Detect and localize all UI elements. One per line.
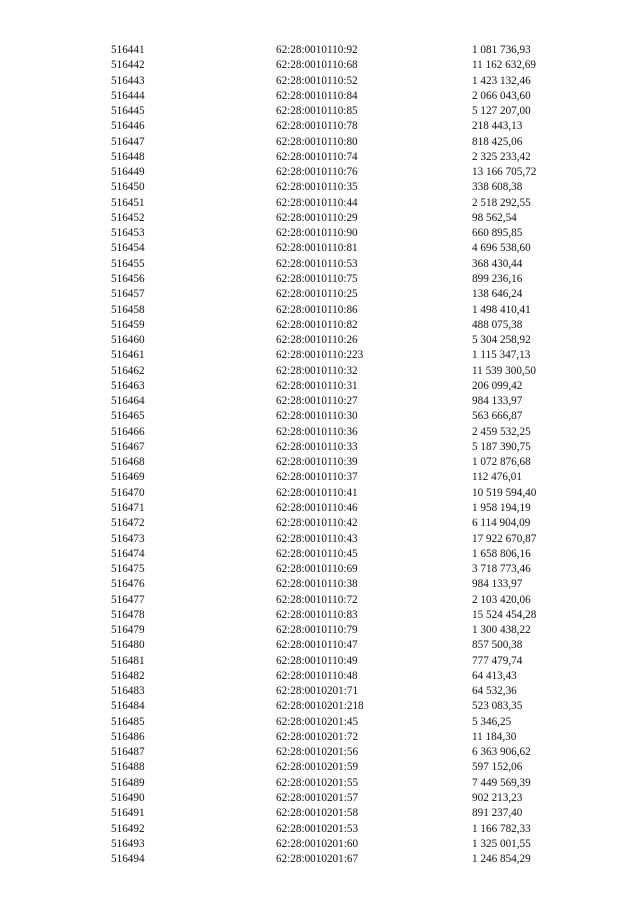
cadastral-number-cell: 62:28:0010110:68	[276, 59, 358, 72]
record-number-cell: 516482	[111, 669, 145, 682]
cadastral-number-cell: 62:28:0010110:44	[276, 196, 358, 209]
record-number-cell: 516454	[111, 242, 145, 255]
record-number-cell: 516465	[111, 410, 145, 423]
cadastral-value-cell: 5 346,25	[472, 715, 512, 728]
table-row	[0, 470, 640, 485]
table-row	[0, 593, 640, 608]
cadastral-number-cell: 62:28:0010110:80	[276, 135, 358, 148]
table-row	[0, 562, 640, 577]
cadastral-number-cell: 62:28:0010201:45	[276, 715, 359, 728]
record-number-cell: 516489	[111, 776, 145, 789]
cadastral-value-cell: 368 430,44	[472, 257, 523, 270]
cadastral-value-cell: 138 646,24	[472, 288, 523, 301]
record-number-cell: 516443	[111, 74, 145, 87]
record-number-cell: 516481	[111, 654, 145, 667]
record-number-cell: 516484	[111, 700, 145, 713]
table-row	[0, 58, 640, 73]
cadastral-value-cell: 984 133,97	[472, 395, 523, 408]
table-row	[0, 730, 640, 745]
cadastral-number-cell: 62:28:0010110:48	[276, 669, 358, 682]
table-row	[0, 669, 640, 684]
table-row	[0, 745, 640, 760]
record-number-cell: 516469	[111, 471, 145, 484]
record-number-cell: 516479	[111, 624, 145, 637]
cadastral-value-cell: 563 666,87	[472, 410, 523, 423]
table-row	[0, 699, 640, 714]
cadastral-number-cell: 62:28:0010110:36	[276, 425, 358, 438]
cadastral-number-cell: 62:28:0010110:27	[276, 395, 358, 408]
table-row	[0, 89, 640, 104]
record-number-cell: 516447	[111, 135, 145, 148]
record-number-cell: 516456	[111, 272, 145, 285]
record-number-cell: 516488	[111, 761, 145, 774]
table-row	[0, 74, 640, 89]
record-number-cell: 516473	[111, 532, 145, 545]
table-row	[0, 532, 640, 547]
cadastral-value-cell: 218 443,13	[472, 120, 523, 133]
table-row	[0, 135, 640, 150]
cadastral-number-cell: 62:28:0010110:30	[276, 410, 358, 423]
record-number-cell: 516467	[111, 440, 145, 453]
cadastral-value-cell: 15 524 454,28	[472, 608, 537, 621]
cadastral-value-cell: 5 187 390,75	[472, 440, 531, 453]
record-number-cell: 516477	[111, 593, 145, 606]
cadastral-value-cell: 2 459 532,25	[472, 425, 531, 438]
cadastral-number-cell: 62:28:0010201:71	[276, 685, 359, 698]
cadastral-number-cell: 62:28:0010110:92	[276, 44, 358, 56]
table-row	[0, 822, 640, 837]
table-row	[0, 150, 640, 165]
record-number-cell: 516487	[111, 746, 145, 759]
cadastral-value-cell: 1 166 782,33	[472, 822, 531, 835]
cadastral-value-cell: 98 562,54	[472, 211, 517, 224]
record-number-cell: 516462	[111, 364, 145, 377]
cadastral-number-cell: 62:28:0010110:37	[276, 471, 358, 484]
cadastral-value-cell: 206 099,42	[472, 379, 523, 392]
record-number-cell: 516455	[111, 257, 145, 270]
cadastral-value-cell: 2 325 233,42	[472, 150, 531, 163]
cadastral-number-cell: 62:28:0010201:57	[276, 792, 359, 805]
record-number-cell: 516475	[111, 563, 145, 576]
table-row	[0, 165, 640, 180]
record-number-cell: 516494	[111, 853, 145, 866]
cadastral-number-cell: 62:28:0010110:85	[276, 105, 358, 118]
cadastral-value-cell: 11 184,30	[472, 730, 517, 743]
record-number-cell: 516445	[111, 105, 145, 118]
cadastral-number-cell: 62:28:0010201:67	[276, 853, 359, 866]
table-row	[0, 837, 640, 852]
cadastral-number-cell: 62:28:0010110:69	[276, 563, 358, 576]
table-row	[0, 486, 640, 501]
cadastral-number-cell: 62:28:0010110:49	[276, 654, 358, 667]
cadastral-value-cell: 523 083,35	[472, 700, 523, 713]
document-table	[0, 43, 640, 867]
table-row	[0, 211, 640, 226]
table-row	[0, 333, 640, 348]
record-number-cell: 516471	[111, 501, 145, 514]
table-row	[0, 654, 640, 669]
cadastral-number-cell: 62:28:0010110:53	[276, 257, 358, 270]
record-number-cell: 516485	[111, 715, 145, 728]
table-row	[0, 547, 640, 562]
table-row	[0, 608, 640, 623]
cadastral-number-cell: 62:28:0010201:56	[276, 746, 359, 759]
record-number-cell: 516486	[111, 730, 145, 743]
cadastral-number-cell: 62:28:0010201:59	[276, 761, 359, 774]
cadastral-value-cell: 6 114 904,09	[472, 517, 531, 530]
table-row	[0, 180, 640, 195]
cadastral-number-cell: 62:28:0010110:46	[276, 501, 358, 514]
record-number-cell: 516459	[111, 318, 145, 331]
table-row	[0, 257, 640, 272]
record-number-cell: 516463	[111, 379, 145, 392]
table-row	[0, 776, 640, 791]
cadastral-number-cell: 62:28:0010110:32	[276, 364, 358, 377]
record-number-cell: 516480	[111, 639, 145, 652]
cadastral-value-cell: 1 246 854,29	[472, 853, 531, 866]
table-row	[0, 440, 640, 455]
table-row	[0, 791, 640, 806]
cadastral-number-cell: 62:28:0010110:31	[276, 379, 358, 392]
cadastral-number-cell: 62:28:0010110:29	[276, 211, 358, 224]
cadastral-number-cell: 62:28:0010110:26	[276, 334, 358, 347]
cadastral-number-cell: 62:28:0010110:75	[276, 272, 358, 285]
cadastral-value-cell: 5 304 258,92	[472, 334, 531, 347]
cadastral-value-cell: 10 519 594,40	[472, 486, 537, 499]
record-number-cell: 516468	[111, 456, 145, 469]
record-number-cell: 516490	[111, 792, 145, 805]
cadastral-number-cell: 62:28:0010110:86	[276, 303, 358, 316]
table-row	[0, 638, 640, 653]
cadastral-number-cell: 62:28:0010110:42	[276, 517, 358, 530]
record-number-cell: 516453	[111, 227, 145, 240]
cadastral-number-cell: 62:28:0010201:55	[276, 776, 359, 789]
cadastral-value-cell: 818 425,06	[472, 135, 523, 148]
record-number-cell: 516493	[111, 837, 145, 850]
cadastral-number-cell: 62:28:0010110:41	[276, 486, 358, 499]
cadastral-value-cell: 7 449 569,39	[472, 776, 531, 789]
cadastral-value-cell: 1 115 347,13	[472, 349, 531, 362]
cadastral-value-cell: 1 498 410,41	[472, 303, 531, 316]
cadastral-number-cell: 62:28:0010110:25	[276, 288, 358, 301]
record-number-cell: 516476	[111, 578, 145, 591]
table-row	[0, 379, 640, 394]
cadastral-value-cell: 11 539 300,50	[472, 364, 536, 377]
table-row	[0, 715, 640, 730]
table-row	[0, 852, 640, 867]
record-number-cell: 516457	[111, 288, 145, 301]
cadastral-number-cell: 62:28:0010201:218	[276, 700, 364, 713]
cadastral-value-cell: 1 081 736,93	[472, 44, 531, 56]
cadastral-value-cell: 899 236,16	[472, 272, 523, 285]
table-row	[0, 318, 640, 333]
cadastral-value-cell: 902 213,23	[472, 792, 523, 805]
table-row	[0, 684, 640, 699]
table-row	[0, 226, 640, 241]
table-row	[0, 272, 640, 287]
table-row	[0, 303, 640, 318]
cadastral-value-cell: 857 500,38	[472, 639, 523, 652]
cadastral-number-cell: 62:28:0010110:223	[276, 349, 364, 362]
cadastral-value-cell: 11 162 632,69	[472, 59, 536, 72]
table-row	[0, 577, 640, 592]
cadastral-number-cell: 62:28:0010110:81	[276, 242, 358, 255]
record-number-cell: 516491	[111, 807, 145, 820]
cadastral-value-cell: 6 363 906,62	[472, 746, 531, 759]
cadastral-number-cell: 62:28:0010110:84	[276, 89, 358, 102]
cadastral-number-cell: 62:28:0010201:60	[276, 837, 359, 850]
cadastral-value-cell: 3 718 773,46	[472, 563, 531, 576]
record-number-cell: 516464	[111, 395, 145, 408]
cadastral-value-cell: 660 895,85	[472, 227, 523, 240]
cadastral-value-cell: 4 696 538,60	[472, 242, 531, 255]
table-row	[0, 806, 640, 821]
record-number-cell: 516458	[111, 303, 145, 316]
table-row	[0, 623, 640, 638]
cadastral-value-cell: 1 423 132,46	[472, 74, 531, 87]
cadastral-value-cell: 2 518 292,55	[472, 196, 531, 209]
cadastral-value-cell: 777 479,74	[472, 654, 523, 667]
cadastral-number-cell: 62:28:0010201:53	[276, 822, 359, 835]
cadastral-number-cell: 62:28:0010110:52	[276, 74, 358, 87]
record-number-cell: 516492	[111, 822, 145, 835]
record-number-cell: 516466	[111, 425, 145, 438]
cadastral-value-cell: 597 152,06	[472, 761, 523, 774]
table-row	[0, 455, 640, 470]
cadastral-number-cell: 62:28:0010110:72	[276, 593, 358, 606]
table-row	[0, 119, 640, 134]
cadastral-value-cell: 1 658 806,16	[472, 547, 531, 560]
table-row	[0, 409, 640, 424]
table-row	[0, 196, 640, 211]
record-number-cell: 516478	[111, 608, 145, 621]
record-number-cell: 516483	[111, 685, 145, 698]
cadastral-value-cell: 112 476,01	[472, 471, 522, 484]
cadastral-number-cell: 62:28:0010110:38	[276, 578, 358, 591]
cadastral-value-cell: 5 127 207,00	[472, 105, 531, 118]
record-number-cell: 516470	[111, 486, 145, 499]
cadastral-value-cell: 13 166 705,72	[472, 166, 537, 179]
record-number-cell: 516452	[111, 211, 145, 224]
record-number-cell: 516442	[111, 59, 145, 72]
table-row	[0, 501, 640, 516]
record-number-cell: 516450	[111, 181, 145, 194]
cadastral-value-cell: 17 922 670,87	[472, 532, 537, 545]
cadastral-value-cell: 984 133,97	[472, 578, 523, 591]
cadastral-value-cell: 2 103 420,06	[472, 593, 531, 606]
cadastral-number-cell: 62:28:0010110:39	[276, 456, 358, 469]
cadastral-number-cell: 62:28:0010201:58	[276, 807, 359, 820]
record-number-cell: 516446	[111, 120, 145, 133]
cadastral-value-cell: 1 958 194,19	[472, 501, 531, 514]
cadastral-value-cell: 1 325 001,55	[472, 837, 531, 850]
cadastral-number-cell: 62:28:0010110:43	[276, 532, 358, 545]
table-row	[0, 760, 640, 775]
cadastral-number-cell: 62:28:0010201:72	[276, 730, 359, 743]
cadastral-number-cell: 62:28:0010110:79	[276, 624, 358, 637]
table-row	[0, 43, 640, 58]
table-row	[0, 516, 640, 531]
record-number-cell: 516444	[111, 89, 145, 102]
record-number-cell: 516441	[111, 44, 145, 56]
cadastral-number-cell: 62:28:0010110:78	[276, 120, 358, 133]
table-row	[0, 287, 640, 302]
cadastral-number-cell: 62:28:0010110:33	[276, 440, 358, 453]
table-row	[0, 241, 640, 256]
cadastral-number-cell: 62:28:0010110:82	[276, 318, 358, 331]
record-number-cell: 516460	[111, 334, 145, 347]
cadastral-value-cell: 891 237,40	[472, 807, 523, 820]
cadastral-value-cell: 338 608,38	[472, 181, 523, 194]
record-number-cell: 516449	[111, 166, 145, 179]
cadastral-number-cell: 62:28:0010110:45	[276, 547, 358, 560]
record-number-cell: 516474	[111, 547, 145, 560]
cadastral-value-cell: 2 066 043,60	[472, 89, 531, 102]
table-row	[0, 425, 640, 440]
record-number-cell: 516472	[111, 517, 145, 530]
cadastral-value-cell: 64 532,36	[472, 685, 517, 698]
table-row	[0, 104, 640, 119]
cadastral-value-cell: 64 413,43	[472, 669, 517, 682]
record-number-cell: 516461	[111, 349, 145, 362]
table-row	[0, 364, 640, 379]
cadastral-number-cell: 62:28:0010110:47	[276, 639, 358, 652]
table-row	[0, 394, 640, 409]
cadastral-number-cell: 62:28:0010110:74	[276, 150, 358, 163]
cadastral-value-cell: 1 300 438,22	[472, 624, 531, 637]
cadastral-number-cell: 62:28:0010110:76	[276, 166, 358, 179]
record-number-cell: 516451	[111, 196, 145, 209]
cadastral-number-cell: 62:28:0010110:83	[276, 608, 358, 621]
record-number-cell: 516448	[111, 150, 145, 163]
cadastral-number-cell: 62:28:0010110:35	[276, 181, 358, 194]
table-row	[0, 348, 640, 363]
cadastral-number-cell: 62:28:0010110:90	[276, 227, 358, 240]
cadastral-value-cell: 488 075,38	[472, 318, 523, 331]
cadastral-value-cell: 1 072 876,68	[472, 456, 531, 469]
